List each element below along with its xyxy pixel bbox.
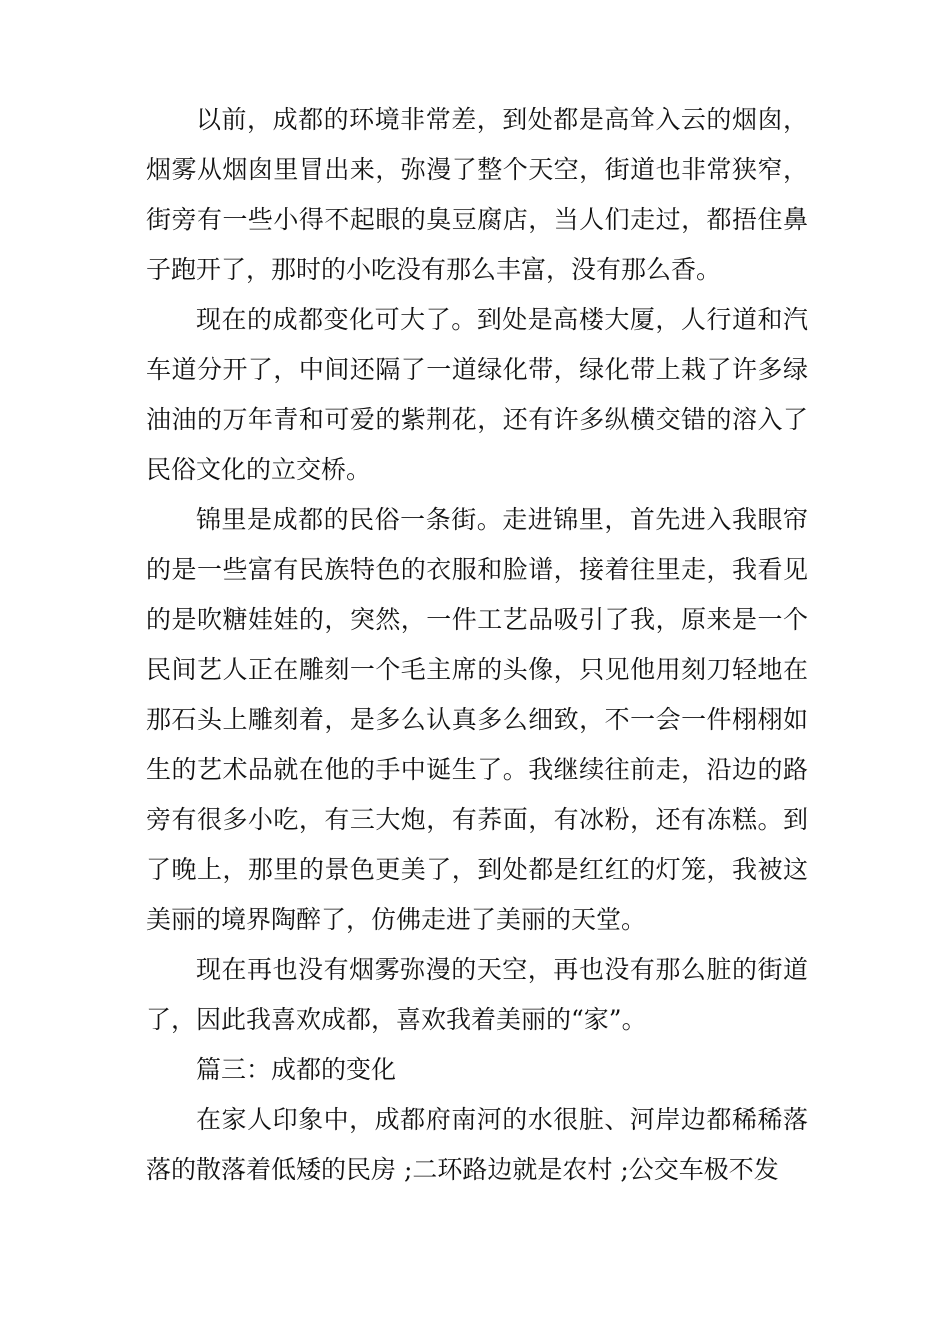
paragraph-love-chengdu: 现在再也没有烟雾弥漫的天空，再也没有那么脏的街道了，因此我喜欢成都，喜欢我着美丽的“家”。 (146, 955, 808, 1034)
paragraph-new-chengdu: 现在的成都变化可大了。到处是高楼大厦，人行道和汽车道分开了，中间还隔了一道绿化带，绿化带上栽了许多绿油油的万年青和可爱的紫荆花，还有许多纵横交错的溶入了民俗文化的立交桥。 (146, 305, 808, 484)
paragraph-old-chengdu: 以前，成都的环境非常差，到处都是高耸入云的烟囱，烟雾从烟囱里冒出来，弥漫了整个天空，街道也非常狭窄，街旁有一些小得不起眼的臭豆腐店，当人们走过，都捂住鼻子跑开了，那时的小吃没有那么丰富，没有那么香。 (146, 105, 808, 284)
section-heading: 篇三：成都的变化 (196, 1055, 397, 1084)
paragraph-jinli: 锦里是成都的民俗一条街。走进锦里，首先进入我眼帘的是一些富有民族特色的衣服和脸谱，接着往里走，我看见的是吹糖娃娃的，突然，一件工艺品吸引了我，原来是一个民间艺人正在雕刻一个毛主席的头像，只见他用刻刀轻地在那石头上雕刻着，是多么认真多么细致，不一会一件栩栩如生的艺术品就在他的手中诞生了。我继续往前走，沿边的路旁有很多小吃，有三大炮，有荞面，有冰粉，还有冻糕。到了晚上，那里的景色更美了，到处都是红红的灯笼，我被这美丽的境界陶醉了，仿佛走进了美丽的天堂。 (146, 505, 808, 934)
document-body (146, 95, 808, 1195)
paragraph-family-memory: 在家人印象中，成都府南河的水很脏、河岸边都稀稀落落的散落着低矮的民房 ;二环路边就是农村 ;公交车极不发 (146, 1105, 808, 1184)
